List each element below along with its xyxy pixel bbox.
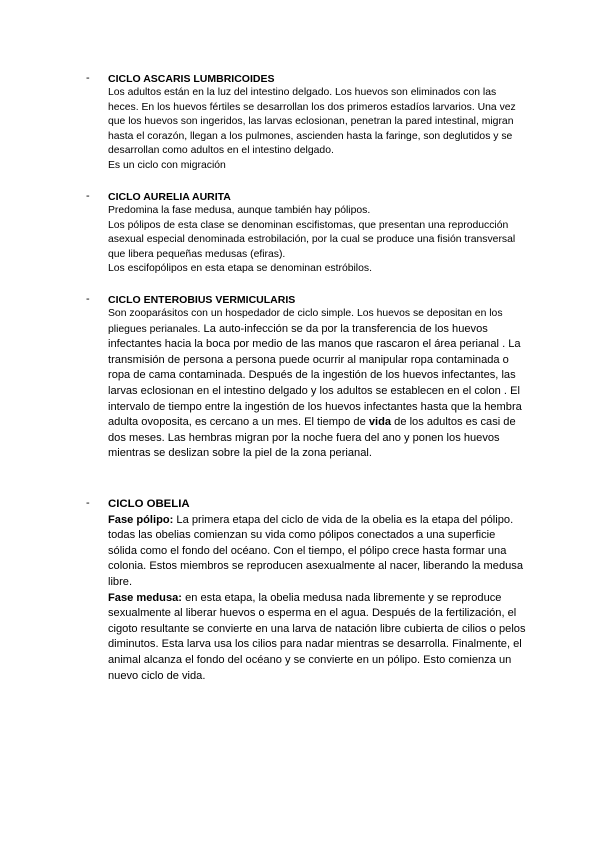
- bullet-marker: -: [86, 293, 90, 305]
- phase-label: Fase medusa:: [108, 591, 182, 604]
- section-title: CICLO ASCARIS LUMBRICOIDES: [108, 73, 275, 85]
- paragraph: Los adultos están en la luz del intestino delgado. Los huevos son eliminados con las heces. En los huevos fértiles se desarrollan los dos primeros estadíos larvarios. Una vez que los huevos son ingeridos, las larvas eclosionan, penetran la pared intestinal, migran hasta el corazón, llegan a los pulmones, ascienden hasta la faringe, son deglutidos y se desarrollan como adultos en el intestino delgado.: [108, 87, 516, 157]
- body-text: La auto-infección se da por la transferencia de los huevos infectantes hacia la boca por medio de las manos que rascaron el área perianal . La transmisión de persona a persona puede ocurrir al manipular ropa contaminada o ropa de cama contaminada. Después de la ingestión de los huevos infectantes, las larvas eclosionan en el intestino delgado y los adultos se establecen en el colon . El intervalo de tiempo entre la ingestión de los huevos infectantes hasta que la hembra adulta ovoposita, es cercano a un mes. El tiempo de: [108, 322, 522, 429]
- paragraph: Es un ciclo con migración: [108, 159, 226, 171]
- bullet-marker: -: [86, 72, 90, 84]
- section-obelia: [86, 497, 526, 684]
- body-text: de los adultos es casi de dos meses. Las hembras migran por la noche fuera del ano y ponen los huevos mientras se deslizan sobre la piel de la zona perianal.: [108, 416, 516, 460]
- paragraph: [108, 307, 526, 462]
- section-ascaris: [86, 72, 526, 174]
- phase-label: Fase pólipo:: [108, 513, 174, 526]
- phase-text: en esta etapa, la obelia medusa nada libremente y se reproduce sexualmente al liberar huevos o esperma en el agua. Después de la fertilización, el cigoto resultante se convierte en una larva de natación libre cubierta de cilios o pelos diminutos. Esta larva usa los cilios para nadar mientras se desarrolla. Finalmente, el animal alcanza el fondo del océano y se convierte en un pólipo. Esto comienza un nuevo ciclo de vida.: [108, 591, 526, 682]
- bullet-marker: -: [86, 190, 90, 202]
- phase-text: La primera etapa del ciclo de vida de la obelia es la etapa del pólipo. todas las obelias comienzan su vida como pólipos conectados a una superficie sólida como el fondo del océano. Con el tiempo, el pólipo crece hasta formar una colonia. Estos miembros se reproducen asexualmente al nacer, liberando la medusa libre.: [108, 513, 524, 588]
- section-title: CICLO AURELIA AURITA: [108, 191, 231, 203]
- section-enterobius: [86, 293, 526, 462]
- section-title: CICLO OBELIA: [108, 498, 190, 510]
- paragraph: Predomina la fase medusa, aunque también hay pólipos.: [108, 205, 371, 216]
- paragraph: [108, 591, 526, 685]
- paragraph: Los escifopólipos en esta etapa se denominan estróbilos.: [108, 263, 372, 275]
- paragraph: [108, 513, 526, 591]
- paragraph: Los pólipos de esta clase se denominan escifistomas, que presentan una reproducción asexual especial denominada estrobilación, por la cual se produce una fisión transversal que libera pequeñas medusas (efiras).: [108, 219, 516, 260]
- section-aurelia: [86, 190, 526, 277]
- bold-word: vida: [368, 416, 392, 429]
- bullet-marker: -: [86, 497, 90, 509]
- section-title: CICLO ENTEROBIUS VERMICULARIS: [108, 294, 296, 306]
- lead-text: Son zooparásitos con un hospedador de ciclo simple. Los huevos se depositan en los pliegues perianales.: [108, 308, 503, 335]
